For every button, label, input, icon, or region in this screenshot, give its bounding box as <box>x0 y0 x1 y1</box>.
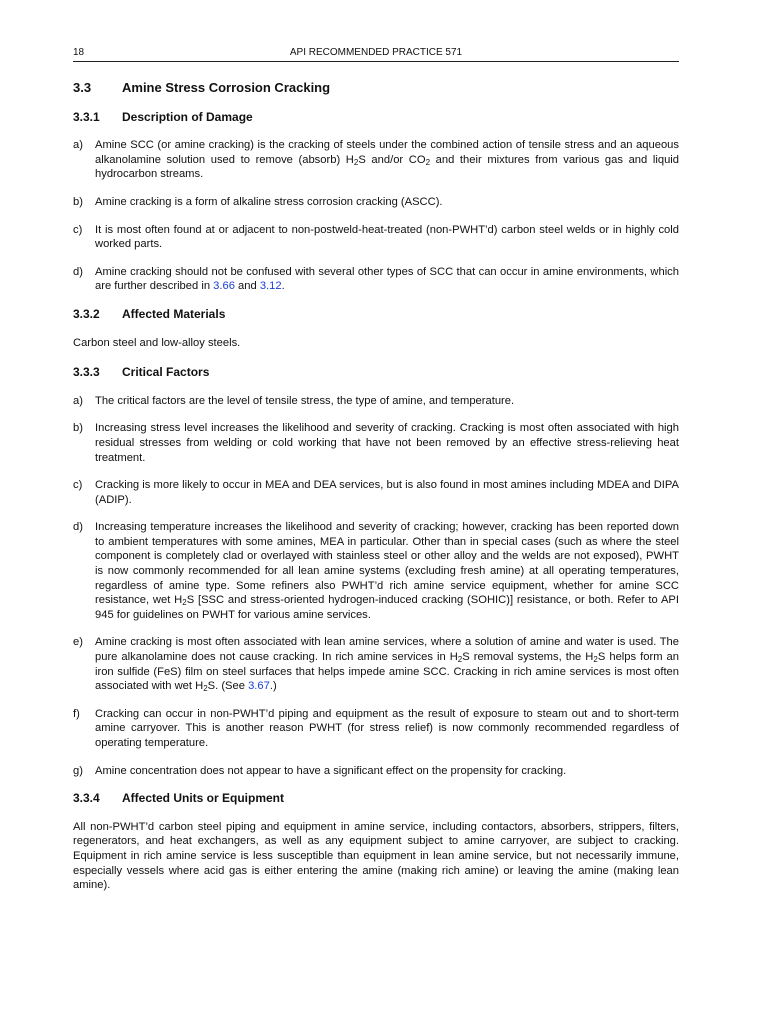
link-section-3-12[interactable]: 3.12 <box>259 280 282 293</box>
subsection-heading-3-3-2: 3.3.2 Affected Materials <box>73 306 226 321</box>
list-item: b) Increasing stress level increases the likelihood and severity of cracking. Cracking is most often associated with high residual stresses from welding or cold working that have not been removed by an effective stress-relieving heat treatment. <box>73 422 679 464</box>
subsection-heading-3-3-4: 3.3.4 Affected Units or Equipment <box>73 791 285 806</box>
list-item: d) Increasing temperature increases the likelihood and severity of cracking; however, cracking has been reported down to ambient temperatures with some amines, MEA in particular. Other than in special cases (such as where the steel component is completely clad or overlayed with stainless steel or other alloy and the welds are not exposed), PWHT is now commonly recommended for all lean amine systems (excluding fresh amine) at all operating temperatures, regardless of amine type. Some refiners also PWHT’d rich amine service equipment, whether for amine SCC resistance, wet $H_2S$ [SSC and stress-oriented hydrogen-induced cracking (SOHIC)] resistance, or both. Refer to API 945 for guidelines on PWHT for various amine services. <box>73 521 679 621</box>
list-item: a) The critical factors are the level of tensile stress, the type of amine, and temperature. <box>73 394 515 407</box>
page-header <box>73 44 679 62</box>
link-section-3-67[interactable]: 3.67 <box>248 680 270 693</box>
list-item: g) Amine concentration does not appear to have a significant effect on the propensity for cracking. <box>73 764 567 777</box>
section-heading-3-3: 3.3 Amine Stress Corrosion Cracking <box>73 80 331 95</box>
list-item: e) Amine cracking is most often associated with lean amine services, where a solution of amine and water is used. The pure alkanolamine does not cause cracking. In rich amine services in $H_2S$ removal systems, the $H_2S$ helps form an iron sulfide (FeS) film on steel surfaces that helps impede amine SCC. Cracking in rich amine services is most often associated with wet $H_2S$. (See 3.67.) <box>73 636 679 694</box>
subsection-heading-3-3-1: 3.3.1 Description of Damage <box>73 109 253 124</box>
list-item: c) It is most often found at or adjacent to non-postweld-heat-treated (non-PWHT’d) carbon steel welds or in highly cold worked parts. <box>73 223 679 251</box>
list-item: b) Amine cracking is a form of alkaline stress corrosion cracking (ASCC). <box>73 195 443 208</box>
page-content <box>73 81 679 908</box>
list-item: d) Amine cracking should not be confused with several other types of SCC that can occur in amine environments, which are further described in 3.66 and 3.12. <box>73 265 679 293</box>
list-item: c) Cracking is more likely to occur in MEA and DEA services, but is also found in most amines including MDEA and DIPA (ADIP). <box>73 479 679 506</box>
link-section-3-66[interactable]: 3.66 <box>213 280 235 293</box>
list-item: a) Amine SCC (or amine cracking) is the cracking of steels under the combined action of tensile stress and an aqueous alkanolamine solution used to remove (absorb) $H_2S$ and/or $CO_2$ and their mixtures from various gas and liquid hydrocarbon streams. <box>73 139 679 181</box>
running-title: API RECOMMENDED PRACTICE 571 <box>289 47 463 58</box>
page-number: 18 <box>73 47 85 58</box>
paragraph-affected-materials: Carbon steel and low-alloy steels. <box>73 336 241 349</box>
subsection-heading-3-3-3: 3.3.3 Critical Factors <box>73 365 210 380</box>
paragraph-affected-units: All non-PWHT’d carbon steel piping and equipment in amine service, including contactors, absorbers, strippers, filters, regenerators, and heat exchangers, as well as any equipment subject to amine carryover, are subject to cracking. Equipment in rich amine service is less susceptible than equipment in lean amine service, but not necessarily immune, especially vessels where acid gas is either entering the amine (making rich amine) or leaving the amine (making lean amine). <box>73 820 679 892</box>
list-item: f) Cracking can occur in non-PWHT’d piping and equipment as the result of exposure to steam out and to short-term amine carryover. This is another reason PWHT (for stress relief) is now commonly recommended regardless of operating temperature. <box>73 707 679 749</box>
